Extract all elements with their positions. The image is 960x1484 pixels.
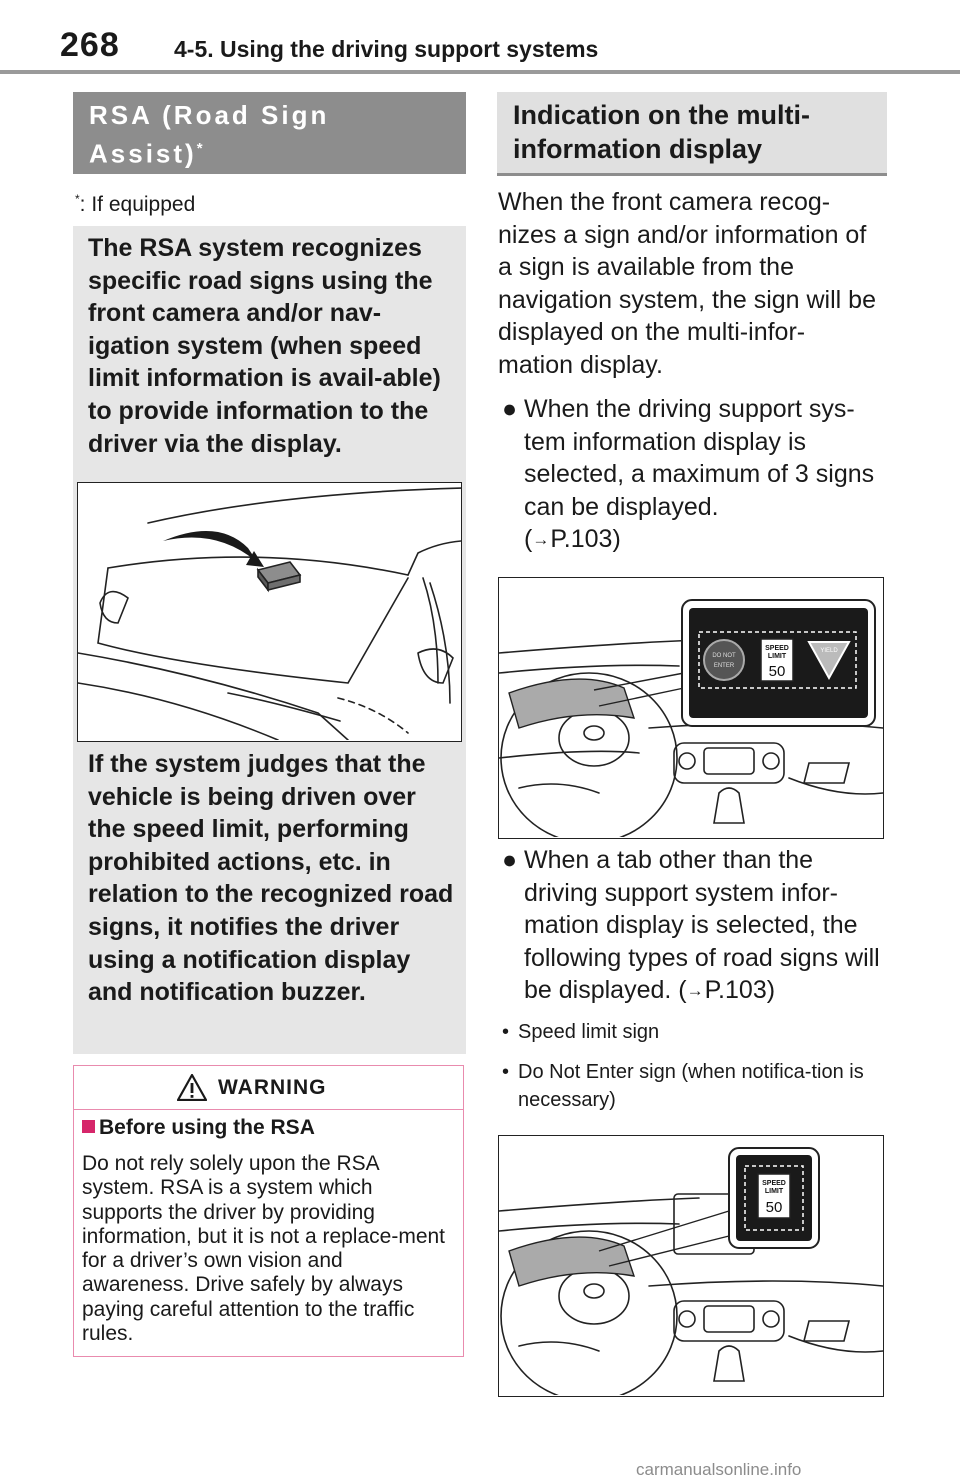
title-footnote-mark: * bbox=[196, 140, 203, 157]
list-speed-limit-sign: Speed limit sign bbox=[518, 1021, 660, 1043]
footnote bbox=[75, 192, 195, 217]
warning-subtitle-text: Before using the RSA bbox=[99, 1116, 315, 1139]
bullet2-page-ref[interactable]: P.103 bbox=[704, 976, 767, 1005]
bullet1-page-ref[interactable]: P.103 bbox=[550, 525, 613, 554]
rsa-info-panel bbox=[73, 226, 466, 1054]
sign-speed-text: SPEED bbox=[762, 1180, 786, 1187]
warning-box bbox=[73, 1065, 464, 1357]
left-column bbox=[73, 92, 466, 174]
multi-info-paragraph: When the front camera recog-nizes a sign and/or information of a sign is available from the navigation system, the sign will be displayed on the multi-infor-mation display. bbox=[498, 188, 876, 379]
sign-speed-value: 50 bbox=[765, 1199, 783, 1216]
multi-info-heading bbox=[497, 92, 887, 176]
heading-line2: information display bbox=[513, 134, 763, 164]
dashboard-speed-sign-illustration bbox=[498, 1135, 884, 1397]
reference-arrow-icon: → bbox=[532, 530, 550, 550]
warning-bullet-square-icon bbox=[82, 1120, 95, 1133]
page-number: 268 bbox=[60, 26, 120, 64]
rsa-title-line2: Assist) bbox=[89, 138, 197, 169]
footnote-text: : If equipped bbox=[79, 193, 196, 216]
bullet-dot-icon: ● bbox=[502, 846, 518, 874]
warning-body: Do not rely solely upon the RSA system. RSA is a system which supports the driver by providing information, but it is not a replace-ment for a driver’s own vision and awareness. Drive safely by always paying careful attention to the traffic rules. bbox=[82, 1152, 446, 1346]
warning-header bbox=[74, 1066, 463, 1110]
watermark: carmanualsonline.info bbox=[636, 1460, 802, 1479]
section-title: 4-5. Using the driving support systems bbox=[174, 36, 599, 62]
rsa-title-line1: RSA (Road Sign bbox=[89, 100, 330, 130]
dashboard-three-signs-illustration bbox=[498, 577, 884, 839]
windshield-drawing bbox=[78, 483, 461, 740]
page-header bbox=[0, 0, 960, 76]
sign-yield-text: YIELD bbox=[820, 648, 838, 654]
warning-triangle-icon bbox=[177, 1074, 207, 1101]
bullet2-text: When a tab other than the driving support system infor-mation display is selected, the following types of road signs will be displayed. bbox=[524, 846, 880, 1005]
reference-arrow-icon: → bbox=[686, 981, 704, 1001]
dashboard-drawing-2 bbox=[499, 1136, 883, 1395]
rsa-notification-text: If the system judges that the vehicle is being driven over the speed limit, performing prohibited actions, etc. in relation to the recognized road signs, it notifies the driver using a notification display and notification buzzer. bbox=[88, 750, 454, 1007]
bullet1-text: When the driving support sys-tem information display is selected, a maximum of 3 signs can be displayed. bbox=[524, 395, 875, 521]
list-do-not-enter-sign: Do Not Enter sign (when notifica-tion is necessary) bbox=[518, 1061, 864, 1111]
rsa-title-box bbox=[73, 92, 466, 174]
heading-line1: Indication on the multi- bbox=[513, 100, 810, 130]
warning-subtitle bbox=[82, 1116, 315, 1140]
bullet-dot-icon: ● bbox=[502, 395, 518, 423]
sign-limit-text: LIMIT bbox=[767, 653, 787, 660]
footnote-mark: * bbox=[75, 192, 80, 206]
rsa-intro-text: The RSA system recognizes specific road signs using the front camera and/or nav-igation system (when speed limit information is avail-able) to provide information to the driver via the display. bbox=[88, 234, 441, 458]
header-rule bbox=[0, 70, 960, 74]
sign-speed-value: 50 bbox=[768, 663, 786, 680]
bullet-driving-support-tab: ● When the driving support sys-tem information display is selected, a maximum of 3 signs can be displayed. (→P.103) bbox=[498, 393, 882, 563]
warning-title: WARNING bbox=[218, 1076, 327, 1099]
sign-speed-text: SPEED bbox=[765, 645, 789, 652]
sign-limit-text: LIMIT bbox=[764, 1188, 784, 1195]
sign-do-not-text: DO NOT bbox=[712, 653, 736, 659]
windshield-camera-illustration bbox=[77, 482, 462, 742]
bullet-other-tab: ● When a tab other than the driving support system infor-mation display is selected, the following types of road signs will be displayed. (→P.103) bbox=[498, 844, 882, 1014]
dashboard-drawing-1 bbox=[499, 578, 883, 837]
sign-enter-text: ENTER bbox=[713, 663, 735, 669]
